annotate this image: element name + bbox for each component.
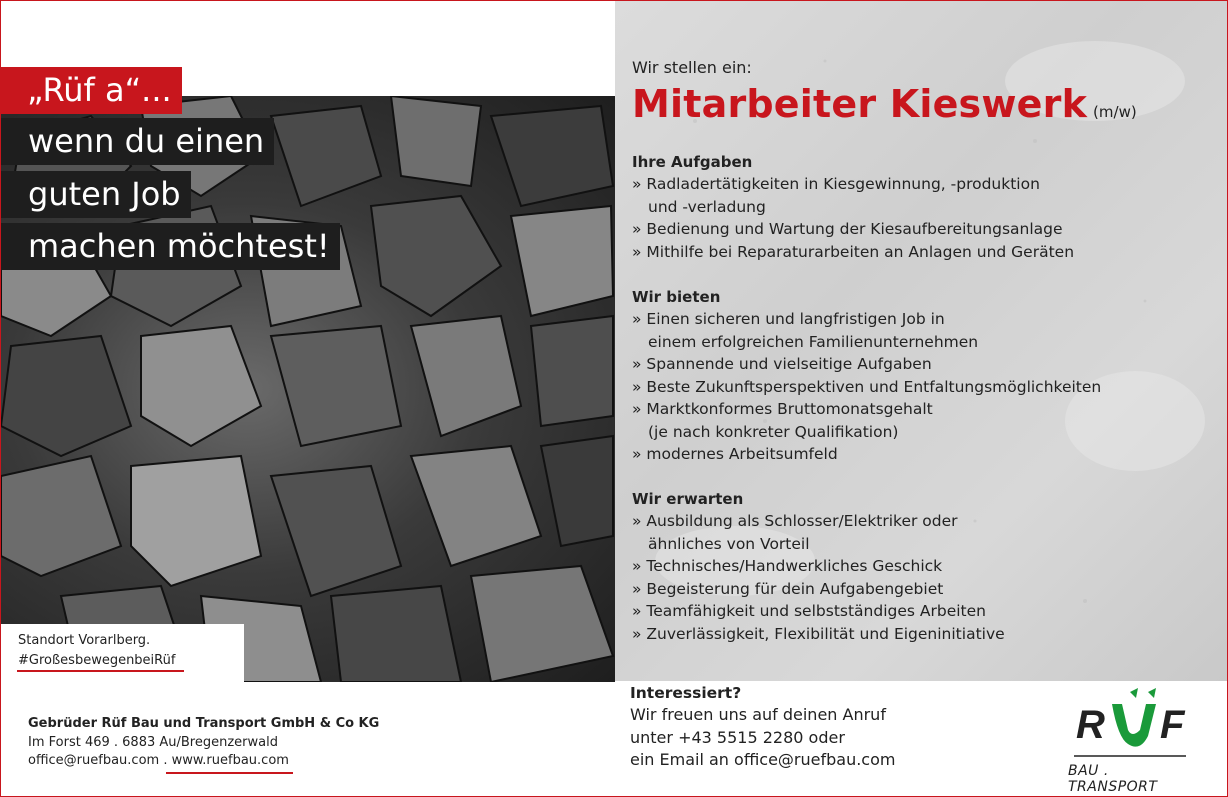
list-item: » Mithilfe bei Reparaturarbeiten an Anlagen und Geräten: [632, 242, 1075, 261]
email-link[interactable]: office@ruefbau.com: [28, 753, 160, 768]
contact-line-2: unter +43 5515 2280 oder: [630, 727, 845, 747]
contact-block: [630, 682, 895, 772]
list-item: » Marktkonformes Bruttomonatsgehalt: [632, 400, 933, 418]
location-box: [1, 624, 244, 682]
list-item: » Bedienung und Wartung der Kiesaufbereitungsanlage: [632, 220, 1063, 238]
headline-line-4: machen möchtest!: [1, 223, 340, 270]
list-item: » Einen sicheren und langfristigen Job in: [632, 310, 945, 328]
tasks-heading: Ihre Aufgaben: [632, 153, 753, 171]
company-address: Im Forst 469 . 6883 Au/Bregenzerwald: [28, 735, 278, 750]
company-contact: [28, 753, 289, 768]
expect-section: [632, 488, 1212, 645]
headline-line-2: wenn du einen: [1, 118, 274, 165]
offer-section: [632, 286, 1212, 466]
list-item: (je nach konkreter Qualifikation): [648, 422, 899, 441]
job-title-text: Mitarbeiter Kieswerk: [632, 82, 1088, 126]
headline-line-3: guten Job: [1, 171, 191, 218]
tasks-section: [632, 151, 1212, 263]
list-item: » modernes Arbeitsumfeld: [632, 445, 838, 463]
list-item: » Teamfähigkeit und selbstständiges Arbeiten: [632, 602, 986, 620]
list-item: » Radladertätigkeiten in Kiesgewinnung, -produktion: [632, 175, 1040, 193]
location-label: Standort Vorarlberg.: [18, 633, 151, 648]
contact-separator: .: [159, 753, 172, 768]
logo-letter-r: R: [1076, 703, 1105, 747]
logo-u-mark: [1112, 704, 1156, 747]
company-name: Gebrüder Rüf Bau und Transport GmbH & Co KG: [28, 716, 380, 731]
list-item: ähnliches von Vorteil: [648, 534, 810, 553]
job-title-suffix: (m/w): [1093, 103, 1137, 121]
contact-line-1: Wir freuen uns auf deinen Anruf: [630, 705, 886, 724]
website-underline: [166, 772, 293, 774]
logo-umlaut-right: [1148, 688, 1156, 698]
logo-umlaut-left: [1130, 688, 1138, 698]
headline-line-1: „Rüf a“...: [1, 67, 182, 114]
list-item: » Spannende und vielseitige Aufgaben: [632, 355, 932, 373]
contact-heading: Interessiert?: [630, 684, 742, 702]
offer-heading: Wir bieten: [632, 288, 721, 306]
list-item: » Technisches/Handwerkliches Geschick: [632, 557, 943, 575]
expect-heading: Wir erwarten: [632, 490, 744, 508]
list-item: » Beste Zukunftsperspektiven und Entfaltungsmöglichkeiten: [632, 377, 1102, 396]
list-item: und -verladung: [648, 197, 766, 216]
list-item: » Ausbildung als Schlosser/Elektriker oder: [632, 512, 958, 530]
website-link[interactable]: www.ruefbau.com: [171, 753, 289, 768]
job-intro: Wir stellen ein:: [632, 58, 752, 77]
logo-letter-f: F: [1160, 703, 1185, 747]
location-underline: [17, 670, 184, 672]
job-title: [632, 82, 1137, 126]
list-item: » Begeisterung für dein Aufgabengebiet: [632, 579, 944, 598]
list-item: einem erfolgreichen Familienunternehmen: [648, 332, 979, 351]
list-item: » Zuverlässigkeit, Flexibilität und Eigeninitiative: [632, 624, 1005, 643]
logo-tagline: BAU . TRANSPORT: [1068, 763, 1158, 795]
contact-line-3: ein Email an office@ruefbau.com: [630, 750, 896, 769]
location-hashtag: #GroßesbewegenbeiRüf: [18, 653, 176, 668]
